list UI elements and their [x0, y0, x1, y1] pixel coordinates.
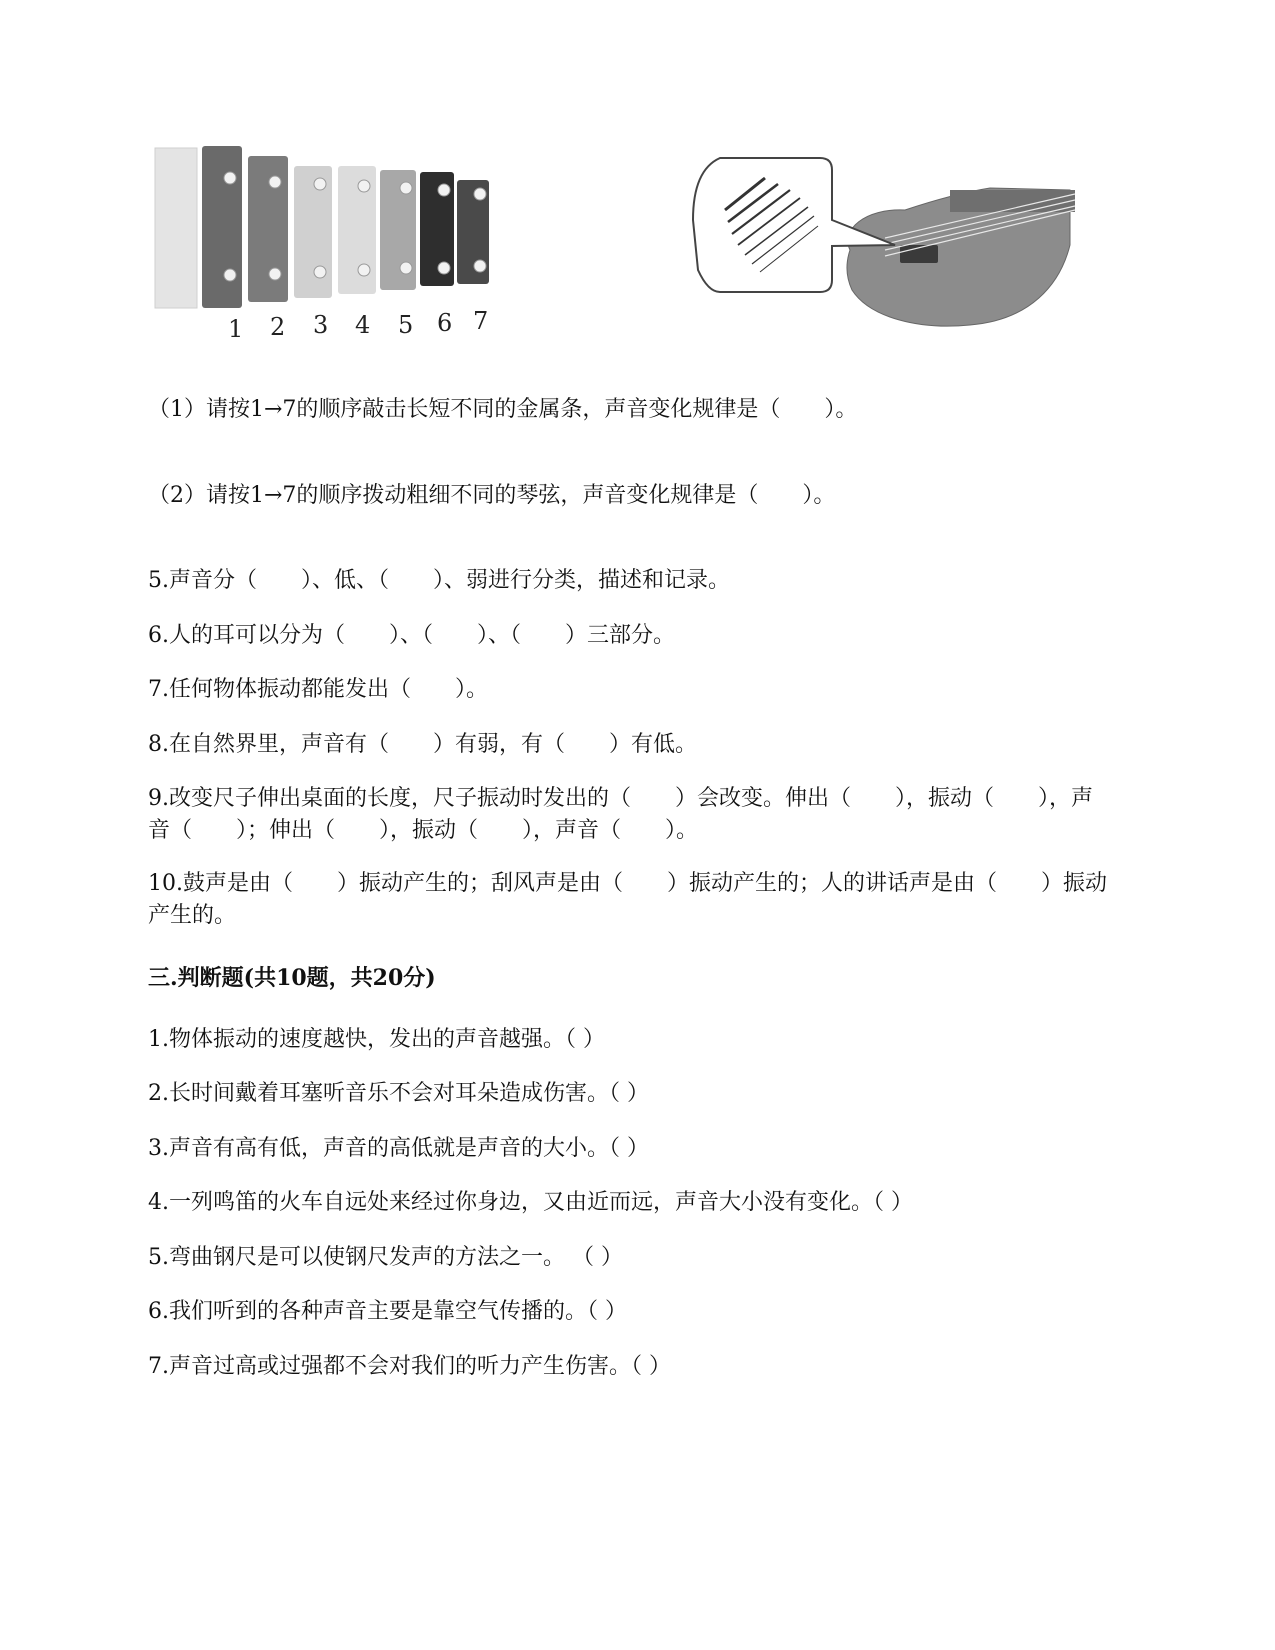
xylophone-number: 4	[355, 311, 371, 339]
fill-question-8: 8.在自然界里，声音有（ ）有弱，有（ ）有低。	[148, 732, 697, 757]
xylophone-figure	[150, 140, 510, 345]
sub-question-2: （2）请按1→7的顺序拨动粗细不同的琴弦，声音变化规律是（ ）。	[148, 483, 836, 508]
xylophone-bar	[294, 166, 332, 298]
xylophone-number: 6	[437, 309, 453, 337]
judge-question-4: 4.一列鸣笛的火车自远处来经过你身边，又由近而远，声音大小没有变化。（ ）	[148, 1190, 913, 1215]
xylophone-frame	[155, 148, 197, 308]
xylophone-bar	[202, 146, 242, 308]
xylophone-number: 7	[473, 307, 489, 335]
sub-question-1: （1）请按1→7的顺序敲击长短不同的金属条，声音变化规律是（ ）。	[148, 397, 858, 422]
judge-question-2: 2.长时间戴着耳塞听音乐不会对耳朵造成伤害。（ ）	[148, 1081, 649, 1106]
xylophone-number: 5	[398, 311, 414, 339]
xylophone-number: 1	[228, 315, 244, 343]
judge-question-5: 5.弯曲钢尺是可以使钢尺发声的方法之一。 （ ）	[148, 1245, 623, 1270]
fill-question-9: 9.改变尺子伸出桌面的长度，尺子振动时发出的（ ）会改变。伸出（ ），振动（ ），声音（ ）；伸出（ ），振动（ ），声音（ ）。	[148, 786, 1093, 843]
judge-question-6: 6.我们听到的各种声音主要是靠空气传播的。（ ）	[148, 1299, 627, 1324]
section-title: 三.判断题(共10题，共20分)	[148, 965, 436, 991]
fill-question-10: 10.鼓声是由（ ）振动产生的；刮风声是由（ ）振动产生的；人的讲话声是由（ ）振动产生的。	[148, 871, 1107, 928]
judge-question-1: 1.物体振动的速度越快，发出的声音越强。（ ）	[148, 1027, 605, 1052]
judge-question-3: 3.声音有高有低，声音的高低就是声音的大小。（ ）	[148, 1136, 649, 1161]
fill-question-7: 7.任何物体振动都能发出（ ）。	[148, 677, 488, 702]
xylophone-number: 2	[270, 313, 286, 341]
guitar-figure	[690, 150, 1080, 335]
fill-question-6: 6.人的耳可以分为（ ）、（ ）、（ ）三部分。	[148, 623, 675, 648]
xylophone-bar	[248, 156, 288, 302]
judge-question-7: 7.声音过高或过强都不会对我们的听力产生伤害。（ ）	[148, 1354, 671, 1379]
fill-question-5: 5.声音分（ ）、低、（ ）、弱进行分类，描述和记录。	[148, 568, 730, 593]
xylophone-number: 3	[313, 311, 329, 339]
